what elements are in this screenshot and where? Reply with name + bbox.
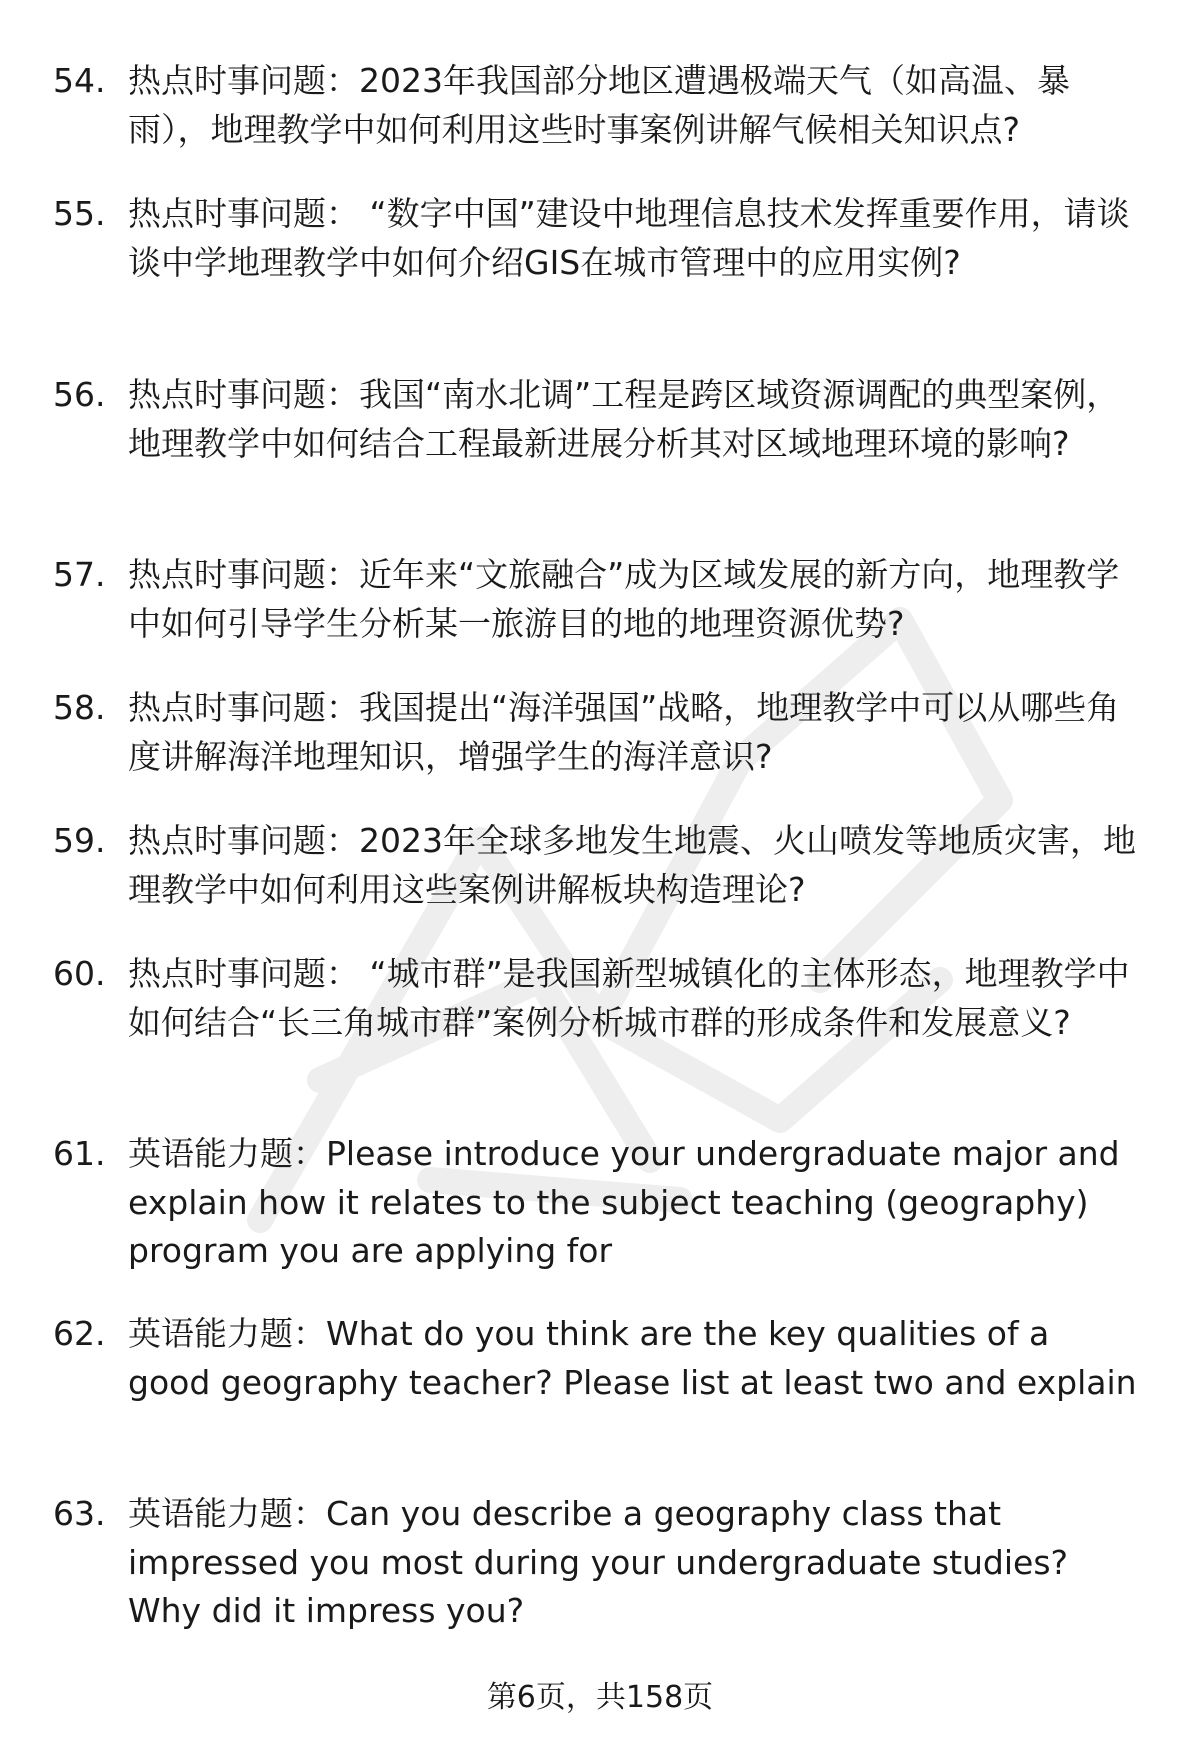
question-text: 英语能力题：What do you think are the key qualities of a good geography teacher? Please list at least two and explain [128,1314,1137,1402]
question-number: 63. [53,1494,106,1533]
question-text: 热点时事问题：我国“南水北调”工程是跨区域资源调配的典型案例，地理教学中如何结合工程最新进展分析其对区域地理环境的影响? [128,375,1120,463]
question-text: 热点时事问题：近年来“文旅融合”成为区域发展的新方向，地理教学中如何引导学生分析某一旅游目的地的地理资源优势? [128,555,1120,643]
question-text: 英语能力题：Can you describe a geography class that impressed you most during your undergraduate studies? Why did it impress you? [128,1494,1069,1630]
question-text: 热点时事问题： “数字中国”建设中地理信息技术发挥重要作用，请谈谈中学地理教学中如何介绍GIS在城市管理中的应用实例? [128,194,1130,282]
question-number: 61. [53,1134,106,1173]
question-number: 60. [53,954,106,993]
question-number: 57. [53,555,106,594]
question-number: 54. [53,61,106,100]
question-text: 热点时事问题：2023年我国部分地区遭遇极端天气（如高温、暴雨），地理教学中如何利用这些时事案例讲解气候相关知识点? [128,61,1070,149]
question-text: 英语能力题：Please introduce your undergraduate major and explain how it relates to the subject teaching (geography) program you are applying for [128,1134,1120,1270]
question-text: 热点时事问题：我国提出“海洋强国”战略，地理教学中可以从哪些角度讲解海洋地理知识，增强学生的海洋意识? [128,688,1120,776]
question-text: 热点时事问题：2023年全球多地发生地震、火山喷发等地质灾害，地理教学中如何利用这些案例讲解板块构造理论? [128,821,1136,909]
question-number: 55. [53,194,106,233]
question-number: 62. [53,1314,106,1353]
question-number: 56. [53,375,106,414]
page-footer: 第6页，共158页 [486,1680,714,1715]
question-number: 58. [53,688,106,727]
question-number: 59. [53,821,106,860]
question-text: 热点时事问题： “城市群”是我国新型城镇化的主体形态，地理教学中如何结合“长三角城市群”案例分析城市群的形成条件和发展意义? [128,954,1130,1042]
